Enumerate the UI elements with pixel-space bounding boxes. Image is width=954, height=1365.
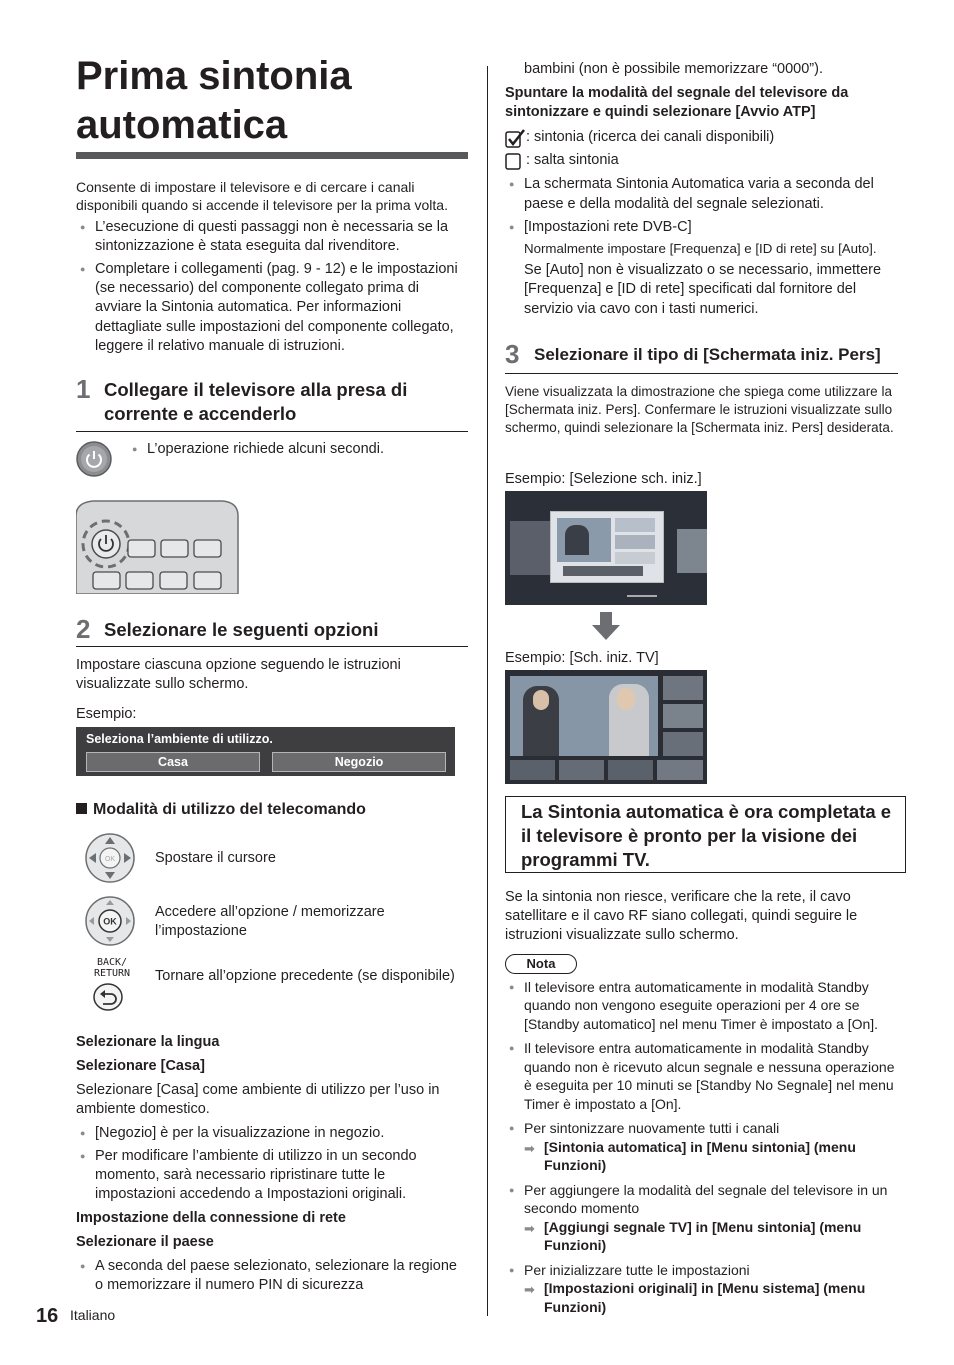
tick-bullet: ● [Impostazioni rete DVB-C]: [505, 218, 898, 237]
right-arrow-icon: ➡: [524, 1220, 535, 1236]
option-casa[interactable]: Casa: [86, 752, 260, 772]
step-number: 2: [76, 614, 91, 644]
step-number: 3: [505, 339, 520, 369]
down-arrow-icon: [592, 612, 620, 642]
note-item: ● Il televisore entra automaticamente in modalità Standby quando non vengono eseguite operazioni per 4 ore se [Standby automatico] nel menu Timer è impostato a [On].: [505, 978, 898, 1033]
completion-text: Se la sintonia non riesce, verificare che la rete, il cavo satellitare e il cavo RF siano collegati, quindi seguire le istruzioni visualizzate sullo schermo.: [505, 889, 858, 944]
tick-on-row: [505, 128, 898, 151]
back-return-label: [90, 957, 134, 979]
casa-bullet: ● [Negozio] è per la visualizzazione in negozio.: [76, 1124, 468, 1143]
page-number: 16: [36, 1305, 59, 1327]
step-2-details: [76, 1033, 468, 1296]
step-1-bullet: ● L’operazione richiede alcuni secondi.: [128, 440, 487, 459]
country-text-cont: bambini (non è possibile memorizzare “0000”).: [524, 61, 823, 77]
note-item: ● Per sintonizzare nuovamente tutti i canali: [505, 1119, 898, 1137]
note-label: Nota: [505, 954, 577, 974]
power-icon: [75, 440, 113, 478]
tick-off-row: [505, 151, 898, 175]
casa-text: Selezionare [Casa] come ambiente di utilizzo per l’uso in ambiente domestico.: [76, 1082, 440, 1118]
note-reference-text: [Impostazioni originali] in [Menu sistema] (menu Funzioni): [544, 1280, 866, 1315]
note-item: ● Il televisore entra automaticamente in modalità Standby quando non è ricevuto alcun segnale e nessuna operazione è eseguita per 10 minuti se [Standby No Segnale] nel menu Timer è impostato a [On].: [505, 1039, 898, 1113]
remote-item-text: Spostare il cursore: [155, 850, 276, 866]
remote-item-text: Tornare all’opzione precedente (se disponibile): [155, 968, 455, 984]
square-bullet-icon: [76, 803, 87, 814]
example-label: Esempio: [Selezione sch. iniz.]: [505, 471, 702, 487]
remote-control-illustration: [76, 498, 240, 594]
svg-text:OK: OK: [104, 856, 116, 863]
note-reference: [524, 1138, 898, 1175]
step-title: Collegare il televisore alla presa di corrente e accenderlo: [104, 379, 408, 425]
remote-usage-title: Modalità di utilizzo del telecomando: [93, 801, 366, 818]
remote-item-text: Accedere all’opzione / memorizzare l’impostazione: [155, 904, 385, 940]
note-item: ● Per inizializzare tutte le impostazioni: [505, 1261, 898, 1279]
dialog-header: Seleziona l’ambiente di utilizzo.: [86, 732, 273, 746]
step-2-heading: [76, 614, 468, 647]
remote-usage-heading: [76, 799, 366, 820]
note-reference: [524, 1279, 898, 1316]
step-2-text: Impostare ciascuna opzione seguendo le istruzioni visualizzate sullo schermo.: [76, 657, 401, 693]
completion-box: La Sintonia automatica è ora completata e il televisore è pronto per la visione dei programmi TV.: [505, 796, 906, 873]
environment-selection-dialog: [76, 727, 455, 776]
tick-on-text: : sintonia (ricerca dei canali disponibili): [526, 129, 775, 146]
checked-box-icon: [505, 129, 527, 149]
subheading-country: Selezionare il paese: [76, 1234, 214, 1251]
country-bullet: ● A seconda del paese selezionato, selezionare la regione o memorizzare il numero PIN di sicurezza: [76, 1257, 468, 1295]
example-label: Esempio: [Sch. iniz. TV]: [505, 650, 659, 666]
dvbc-small-text: Normalmente impostare [Frequenza] e [ID di rete] su [Auto].: [524, 240, 877, 256]
cursor-pad-icon: [84, 832, 136, 884]
dvbc-text: Se [Auto] non è visualizzato o se necessario, immettere [Frequenza] e [ID di rete] specificati dal fornitore del servizio via cavo con i tasti numerici.: [524, 262, 882, 317]
intro: [76, 178, 468, 356]
page-title: Prima sintonia automatica: [76, 54, 352, 147]
svg-text:OK: OK: [103, 916, 117, 927]
subheading-network: Impostazione della connessione di rete: [76, 1210, 346, 1226]
back-return-icon: [92, 982, 124, 1012]
ok-button-icon: [84, 895, 136, 947]
step-1-heading: [76, 374, 468, 432]
step-2-continued: [505, 60, 898, 319]
intro-text: Consente di impostare il televisore e di cercare i canali disponibili quando si accende il televisore per la prima volta.: [76, 179, 448, 214]
tick-bullet: ● La schermata Sintonia Automatica varia a seconda del paese e della modalità del segnale selezionati.: [505, 175, 898, 213]
step-number: 1: [76, 374, 91, 404]
note-reference-text: [Sintonia automatica] in [Menu sintonia] (menu Funzioni): [544, 1138, 856, 1174]
title-underline: [76, 152, 468, 159]
tick-off-text: : salta sintonia: [526, 152, 619, 169]
note-list: [505, 978, 898, 1316]
empty-box-icon: [505, 153, 523, 171]
step-3-heading: [505, 339, 898, 374]
note-item: ● Per aggiungere la modalità del segnale del televisore in un secondo momento: [505, 1181, 898, 1218]
note-reference: [524, 1218, 898, 1255]
right-arrow-icon: ➡: [524, 1282, 535, 1298]
step-title: Selezionare il tipo di [Schermata iniz. Pers]: [534, 345, 881, 364]
example-label: Esempio:: [76, 706, 137, 722]
option-negozio[interactable]: Negozio: [272, 752, 446, 772]
back-label: BACK/: [96, 957, 128, 968]
subheading-casa: Selezionare [Casa]: [76, 1058, 205, 1075]
casa-bullet: ● Per modificare l’ambiente di utilizzo in un secondo momento, sarà necessario ripristinare tutte le impostazioni accedendo a Impostazioni originali.: [76, 1147, 468, 1204]
step-3-text: Viene visualizzata la dimostrazione che spiega come utilizzare la [Schermata iniz. Pers]. Confermare le istruzioni visualizzate sullo schermo, quindi selezionare la [Schermata iniz. Pers] desiderata.: [505, 384, 894, 435]
page-language: Italiano: [70, 1307, 116, 1323]
note-reference-text: [Aggiungi segnale TV] in [Menu sintonia] (menu Funzioni): [544, 1218, 862, 1254]
home-screen-selection-screenshot: [505, 491, 707, 605]
column-divider: [487, 66, 488, 1316]
intro-bullet: ● L’esecuzione di questi passaggi non è necessaria se la sintonizzazione è stata eseguita dal rivenditore.: [76, 218, 468, 256]
intro-bullet: ● Completare i collegamenti (pag. 9 - 12) e le impostazioni (se necessario) del componente collegato prima di avviare la Sintonia automatica. Per informazioni dettagliate sulle impostazioni del componente collegato, leggere il relativo manuale di istruzioni.: [76, 260, 468, 356]
step-title: Selezionare le seguenti opzioni: [104, 619, 379, 640]
tick-heading: Spuntare la modalità del segnale del televisore da sintonizzare e quindi selezionare [Avvio ATP]: [505, 85, 849, 121]
right-arrow-icon: ➡: [524, 1140, 535, 1156]
subheading-language: Selezionare la lingua: [76, 1034, 220, 1050]
return-label: RETURN: [93, 968, 131, 979]
tv-home-screen-screenshot: [505, 670, 707, 784]
